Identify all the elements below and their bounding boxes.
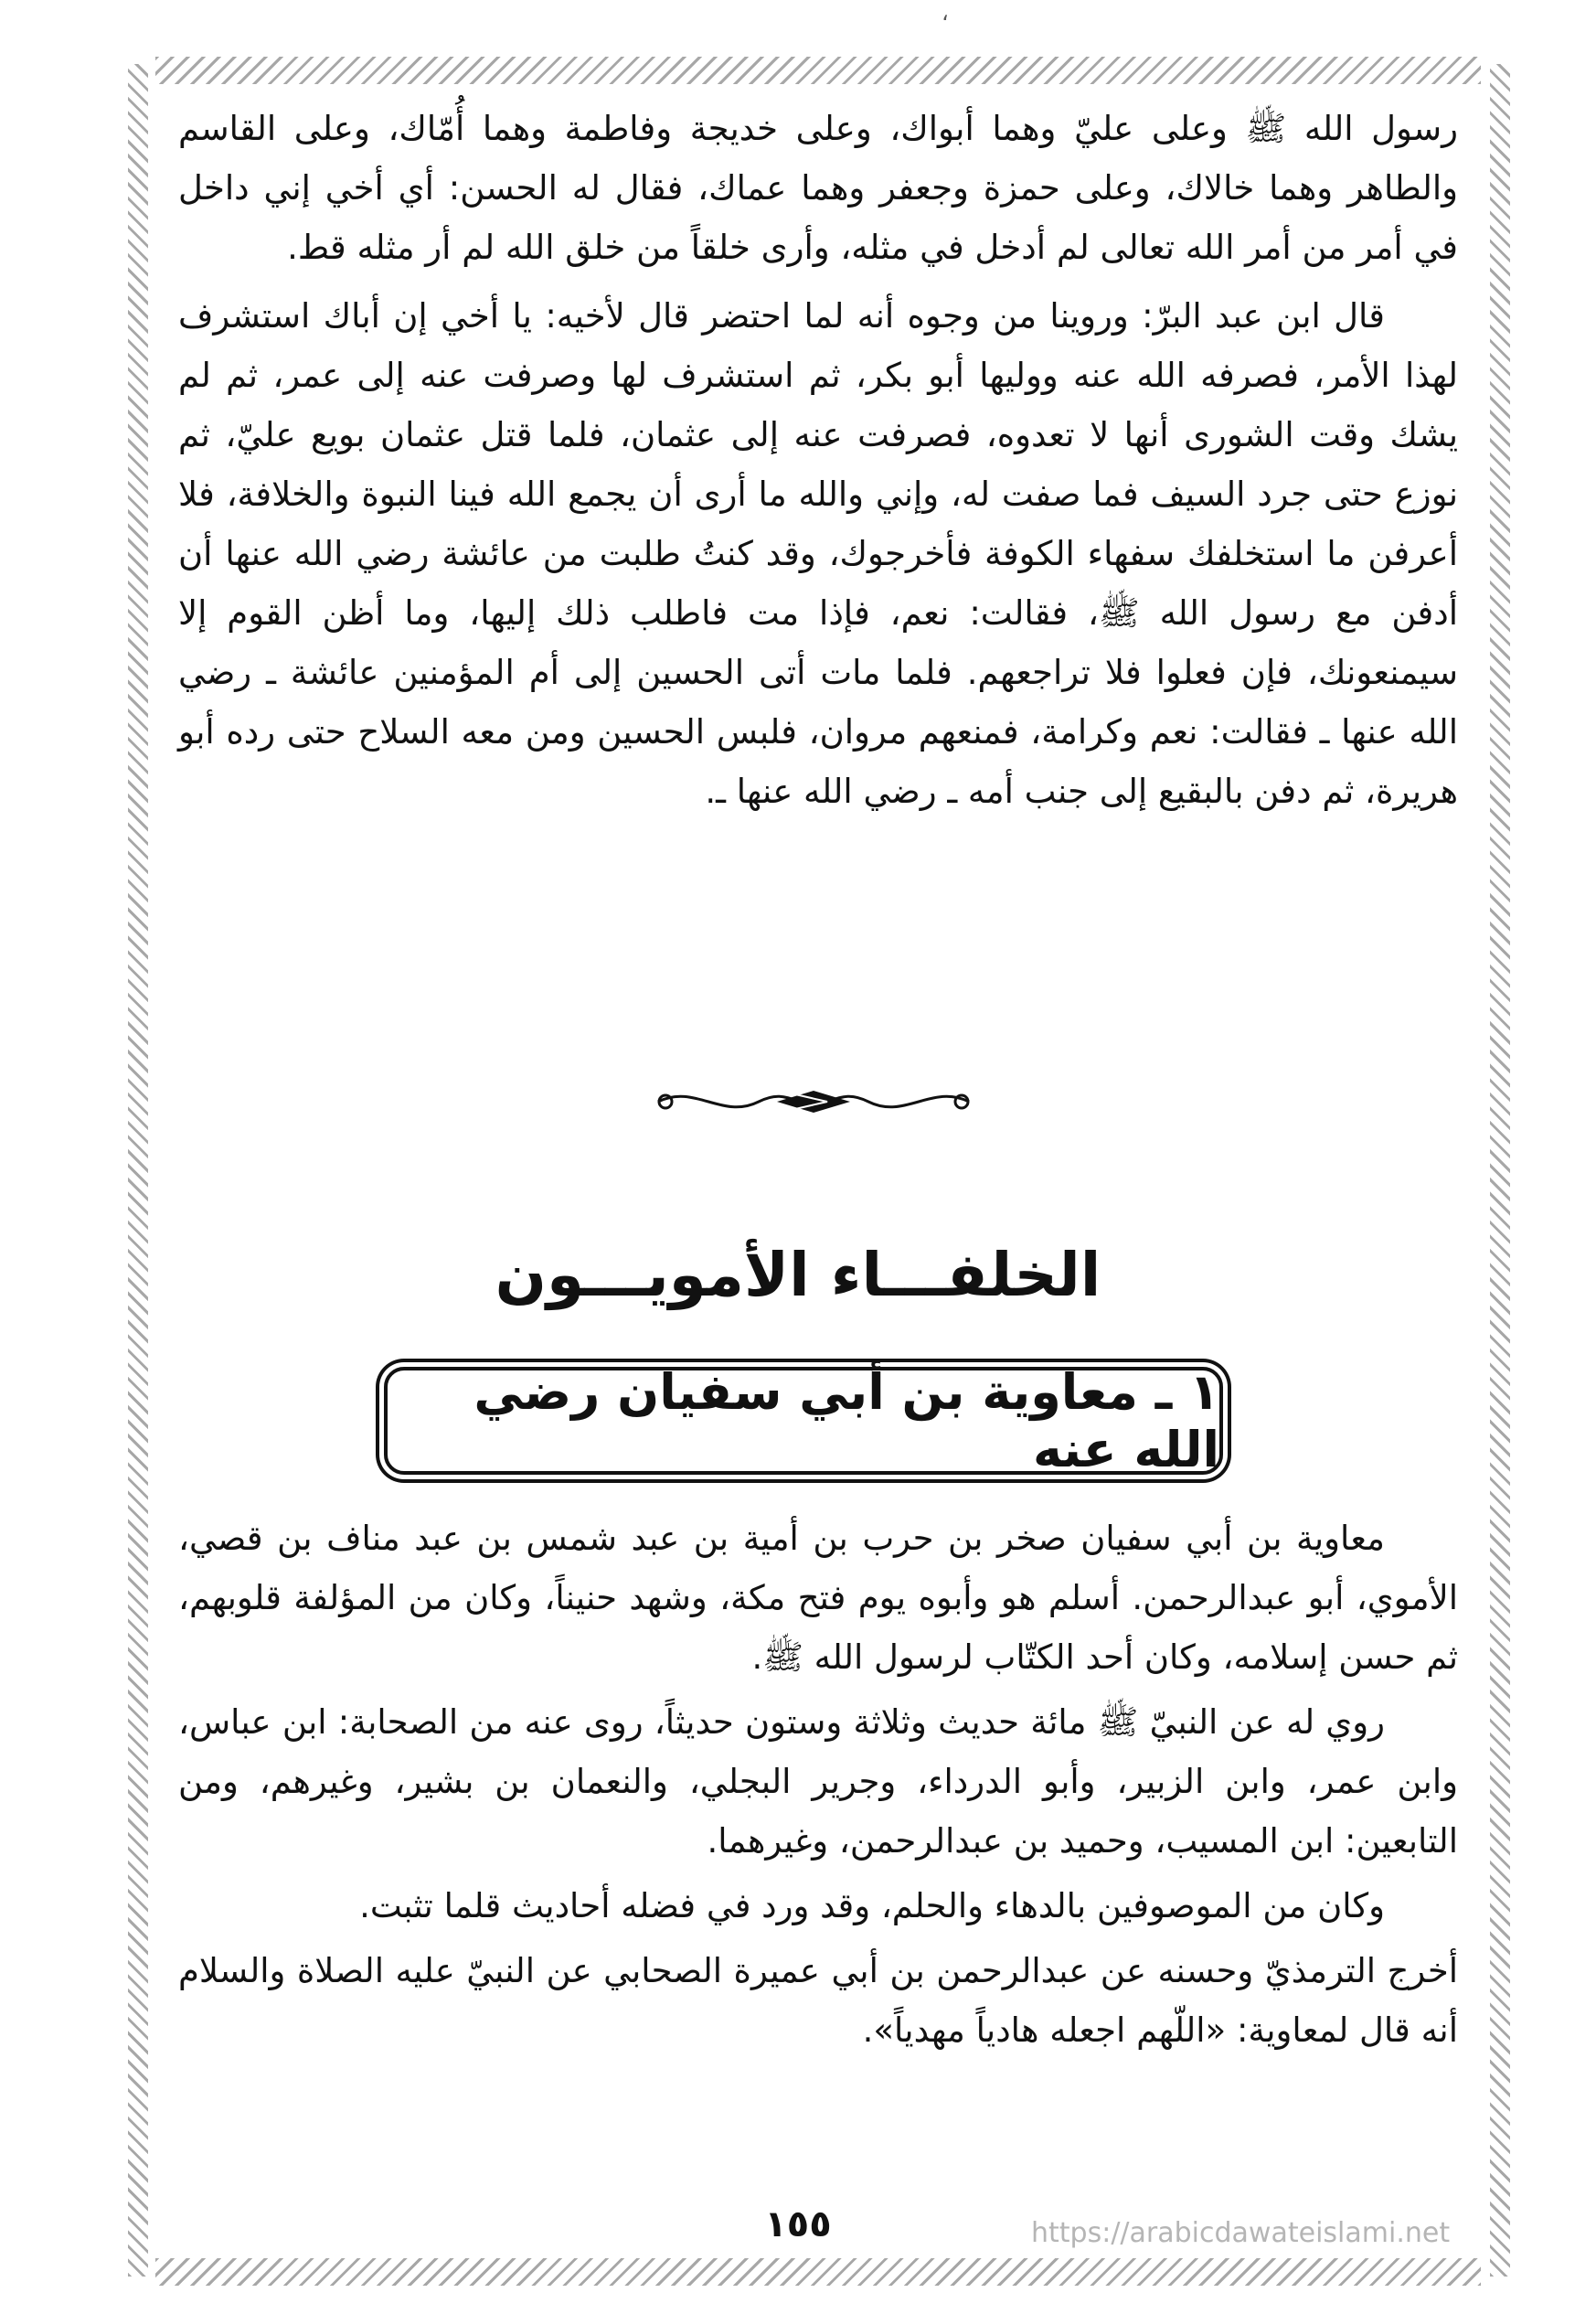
bottom-text-block [178,1509,1458,2060]
ornament-divider-icon [640,1074,987,1129]
decorative-border-bottom [155,2258,1481,2286]
paragraph: رسول الله ﷺ وعلى عليّ وهما أبواك، وعلى خديجة وفاطمة وهما أُمّاك، وعلى القاسم والطاهر وهما خالاك، وعلى حمزة وجعفر وهما عماك، فقال له الحسن: أي أخي إني داخل في أمر من أمر الله تعالى لم أدخل في مثله، وأرى خلقاً من خلق الله لم أر مثله قط. [178,109,1458,267]
subsection-title-box [384,1363,1223,1478]
top-mark: ، [942,0,949,26]
paragraph: معاوية بن أبي سفيان صخر بن حرب بن أمية بن عبد شمس بن عبد مناف بن قصي، الأموي، أبو عبدالرحمن. أسلم هو وأبوه يوم فتح مكة، وشهد حنيناً، وكان من المؤلفة قلوبهم، ثم حسن إسلامه، وكان أحد الكتّاب لرسول الله ﷺ. [178,1519,1458,1677]
paragraph: أخرج الترمذيّ وحسنه عن عبدالرحمن بن أبي عميرة الصحابي عن النبيّ عليه الصلاة والسلام أنه قال لمعاوية: «اللّهم اجعله هادياً مهدياً». [178,1951,1458,2050]
paragraph: روي له عن النبيّ ﷺ مائة حديث وثلاثة وستون حديثاً، روى عنه من الصحابة: ابن عباس، وابن عمر، وابن الزبير، وأبو الدرداء، وجرير البجلي، والنعمان بن بشير، وغيرهم، ومن التابعين: ابن المسيب، وحميد بن عبدالرحمن، وغيرهما. [178,1702,1458,1861]
top-text-block [178,99,1458,821]
decorative-border-left [128,64,148,2277]
subsection-title: ١ ـ معاوية بن أبي سفيان رضي الله عنه [473,1363,1219,1478]
section-title: الخلفـــاء الأمويـــون [495,1240,1101,1310]
decorative-border-top [155,57,1481,84]
watermark-url: https://arabicdawateislami.net [1031,2217,1451,2249]
paragraph: قال ابن عبد البرّ: وروينا من وجوه أنه لما احتضر قال لأخيه: يا أخي إن أباك استشرف لهذا الأمر، فصرفه الله عنه ووليها أبو بكر، ثم استشرف لها وصرفت عنه إلى عمر، ثم لم يشك وقت الشورى أنها لا تعدوه، فصرفت عنه إلى عثمان، فلما قتل عثمان بويع عليّ، ثم نوزع حتى جرد السيف فما صفت له، وإني والله ما أرى أن يجمع الله فينا النبوة والخلافة، فلا أعرفن ما استخلفك سفهاء الكوفة فأخرجوك، وقد كنتُ طلبت من عائشة رضي الله عنها أن أدفن مع رسول الله ﷺ، فقالت: نعم، فإذا مت فاطلب ذلك إليها، وما أظن القوم إلا سيمنعونك، فإن فعلوا فلا تراجعهم. فلما مات أتى الحسين إلى أم المؤمنين عائشة ـ رضي الله عنها ـ فقالت: نعم وكرامة، فمنعهم مروان، فلبس الحسين ومن معه السلاح حتى رده أبو هريرة، ثم دفن بالبقيع إلى جنب أمه ـ رضي الله عنها ـ. [178,296,1458,811]
paragraph: وكان من الموصوفين بالدهاء والحلم، وقد ورد في فضله أحاديث قلما تثبت. [359,1886,1385,1925]
decorative-border-right [1490,64,1510,2277]
page-number: ١٥٥ [764,2203,832,2245]
